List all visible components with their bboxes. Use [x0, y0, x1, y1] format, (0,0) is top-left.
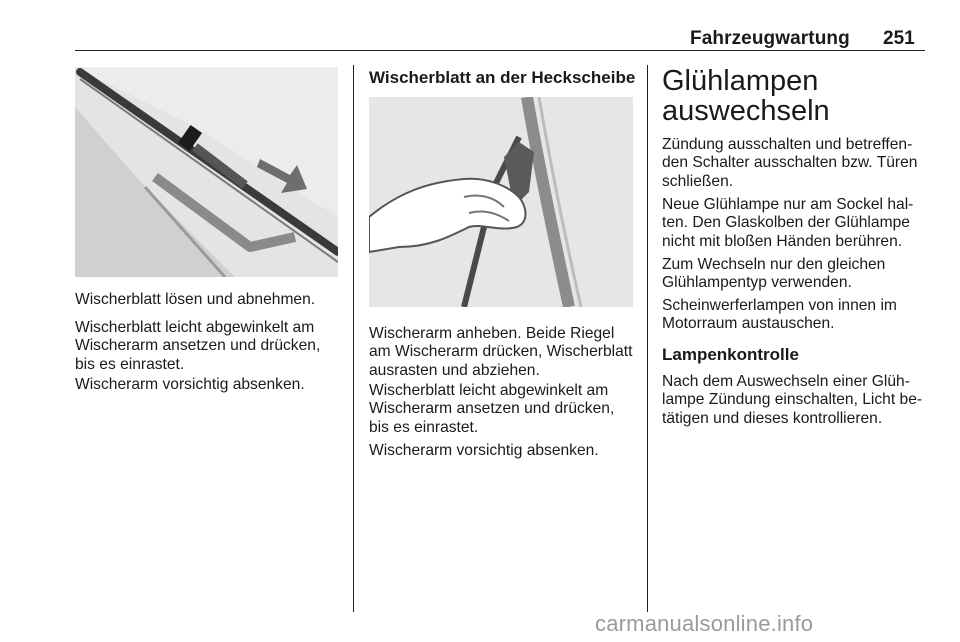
col2-paragraph-2: Wischerblatt leicht abgewinkelt am Wischerarm ansetzen und drücken, bis es einrastet. — [369, 382, 615, 436]
col3-paragraph-4: Scheinwerferlampen von innen im Motorraum austauschen. — [662, 297, 897, 333]
col3-paragraph-3: Zum Wechseln nur den gleichen Glühlampentyp verwenden. — [662, 256, 886, 292]
col3-paragraph-2: Neue Glühlampe nur am Sockel halten. Den Glaskolben der Glühlampe nicht mit bloßen Händen berühren. — [662, 196, 914, 250]
col2-heading: Wischerblatt an der Heckscheibe — [369, 68, 636, 87]
col1-paragraph-2: Wischerblatt leicht abgewinkelt am Wischerarm ansetzen und drücken, bis es einrastet. — [75, 319, 321, 373]
page-number: 251 — [883, 28, 915, 49]
column-divider-1 — [353, 65, 354, 612]
watermark: carmanualsonline.info — [595, 611, 814, 636]
col1-paragraph-1: Wischerblatt lösen und abnehmen. — [75, 291, 316, 308]
header-rule — [75, 50, 925, 51]
wiper-blade-removal-illustration — [75, 67, 338, 277]
col1-paragraph-3: Wischerarm vorsichtig absenken. — [75, 376, 305, 393]
col3-paragraph-1: Zündung ausschalten und betreffenden Schalter ausschalten bzw. Türen schließen. — [662, 136, 918, 190]
rear-wiper-illustration — [369, 97, 633, 307]
column-divider-2 — [647, 65, 648, 612]
col3-heading: Glühlampen auswechseln — [662, 65, 830, 127]
col2-paragraph-3: Wischerarm vorsichtig absenken. — [369, 442, 599, 459]
col3-subparagraph-1: Nach dem Auswechseln einer Glühlampe Zündung einschalten, Licht betätigen und dieses kontrollieren. — [662, 373, 923, 427]
col3-subheading: Lampenkontrolle — [662, 345, 799, 364]
col2-paragraph-1: Wischerarm anheben. Beide Riegel am Wischerarm drücken, Wischerblatt ausrasten und abziehen. — [369, 325, 633, 379]
header-title: Fahrzeugwartung — [690, 28, 850, 49]
